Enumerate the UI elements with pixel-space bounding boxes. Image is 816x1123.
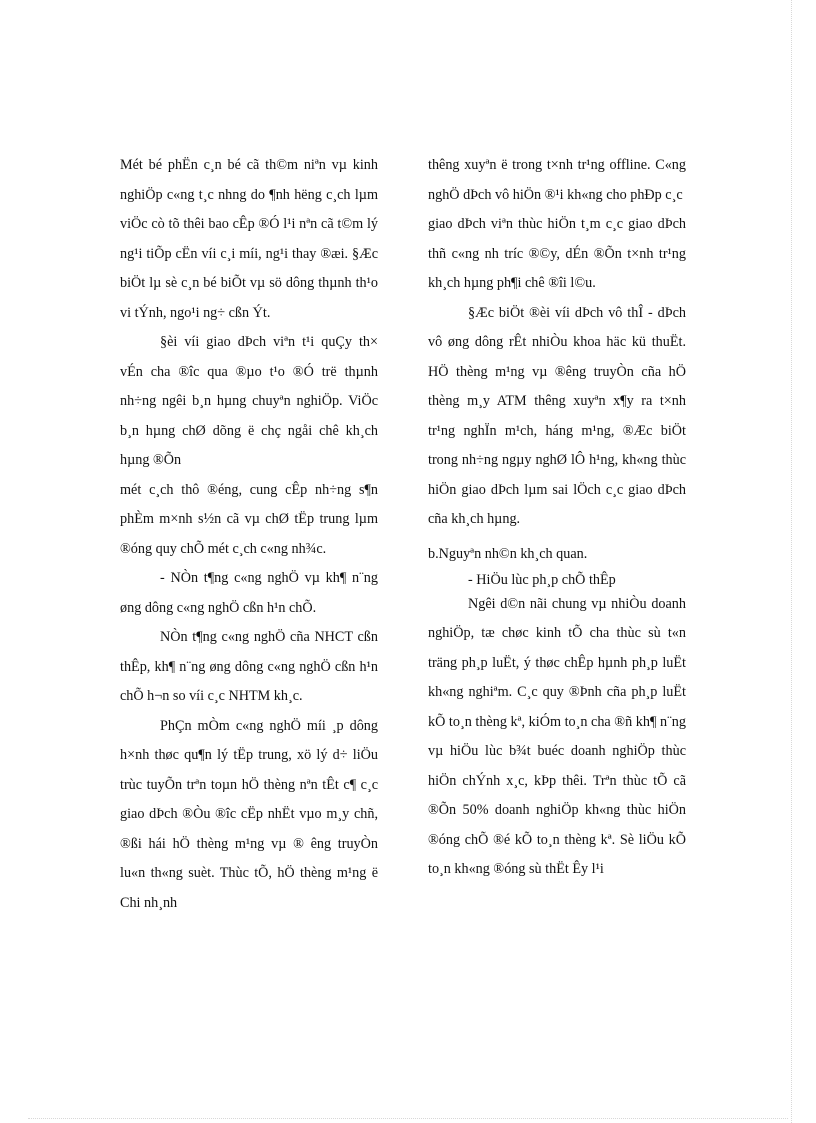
section-heading: - HiÖu lùc ph¸p chÕ thÊp (468, 571, 616, 588)
paragraph: - NÒn t¶ng c«ng nghÖ vµ kh¶ n¨ng øng dông c«ng nghÖ cßn h¹n chÕ. (120, 570, 378, 616)
page-right-border (791, 0, 792, 1123)
paragraph: §èi víi giao dÞch viªn t¹i quÇy th× vÉn cha ®îc qua ®µo t¹o ®Ó trë thµnh nh÷ng ngêi b¸n hµng chuyªn nghiÖp. ViÖc b¸n hµng chØ dõng ë chç ngåi chê kh¸ch hµng ®Õn (120, 334, 378, 468)
left-column (120, 151, 378, 918)
paragraph: NÒn t¶ng c«ng nghÖ cña NHCT cßn thÊp, kh¶ n¨ng øng dông c«ng nghÖ cßn h¹n chÕ h¬n so víi c¸c NHTM kh¸c. (120, 629, 378, 704)
paragraph: PhÇn mÒm c«ng nghÖ míi ¸p dông h×nh thøc qu¶n lý tËp trung, xö lý d÷ liÖu trùc tuyÕn trªn toµn hÖ thèng nªn tÊt c¶ c¸c giao dÞch ®Òu ®îc cËp nhËt vµo m¸y chñ, ®ßi hái hÖ thèng m¹ng vµ ® êng truyÒn lu«n th«ng suèt. Thùc tÕ, hÖ thèng m¹ng ë Chi nh¸nh (120, 717, 378, 911)
right-column (428, 151, 686, 885)
paragraph: Mét bé phËn c¸n bé cã th©m niªn vµ kinh nghiÖp c«ng t¸c nhng do ¶nh hëng c¸ch lµm viÖc cò tõ thêi bao cÊp ®Ó l¹i nªn cã t©m lý ng¹i tiÕp cËn víi c¸i míi, ng¹i thay ®æi. §Æc biÖt lµ sè c¸n bé biÕt vµ sö dông thµnh th¹o vi tÝnh, ngo¹i ng÷ cßn Ýt. (120, 157, 378, 321)
paragraph: §Æc biÖt ®èi víi dÞch vô thÎ - dÞch vô øng dông rÊt nhiÒu khoa häc kü thuËt. HÖ thèng m¹ng vµ ®êng truyÒn cña hÖ thèng m¸y ATM thêng xuyªn x¶y ra t×nh tr¹ng nghÏn m¹ch, háng m¹ng, ®Æc biÖt trong nh÷ng ngµy nghØ lÔ h¹ng, kh«ng thùc hiÖn giao dÞch lµm sai lÖch c¸c giao dÞch cña kh¸ch hµng. (428, 304, 686, 527)
paragraph: thêng xuyªn ë trong t×nh tr¹ng offline. C«ng nghÖ dÞch vô hiÖn ®¹i kh«ng cho phÐp c¸c (428, 157, 686, 203)
section-heading: b.Nguyªn nh©n kh¸ch quan. (428, 545, 588, 562)
paragraph: mét c¸ch thô ®éng, cung cÊp nh÷ng s¶n phÈm m×nh s½n cã vµ chØ tËp trung lµm ®óng quy chÕ mét c¸ch c«ng nh¾c. (120, 481, 378, 557)
paragraph: Ngêi d©n nãi chung vµ nhiÒu doanh nghiÖp, tæ chøc kinh tÕ cha thùc sù t«n träng ph¸p luËt, ý thøc chÊp hµnh ph¸p luËt kh«ng nghiªm. C¸c quy ®Þnh cña ph¸p luËt kÕ to¸n thèng kª, kiÓm to¸n cha ®ñ kh¶ n¨ng vµ hiÖu lùc b¾t buéc doanh nghiÖp thùc hiÖn chÝnh x¸c, kÞp thêi. Trªn thùc tÕ cã ®Õn 50% doanh nghiÖp kh«ng thùc hiÖn ®óng chÕ ®é kÕ to¸n thèng kª. Sè liÖu kÕ to¸n kh«ng ®óng sù thËt Êy l¹i (428, 595, 686, 877)
paragraph: giao dÞch viªn thùc hiÖn t¸m c¸c giao dÞch thñ c«ng nh tríc ®©y, dÉn ®Õn t×nh tr¹ng kh¸ch hµng ph¶i chê ®îi l©u. (428, 216, 686, 291)
page-bottom-border (28, 1118, 788, 1119)
